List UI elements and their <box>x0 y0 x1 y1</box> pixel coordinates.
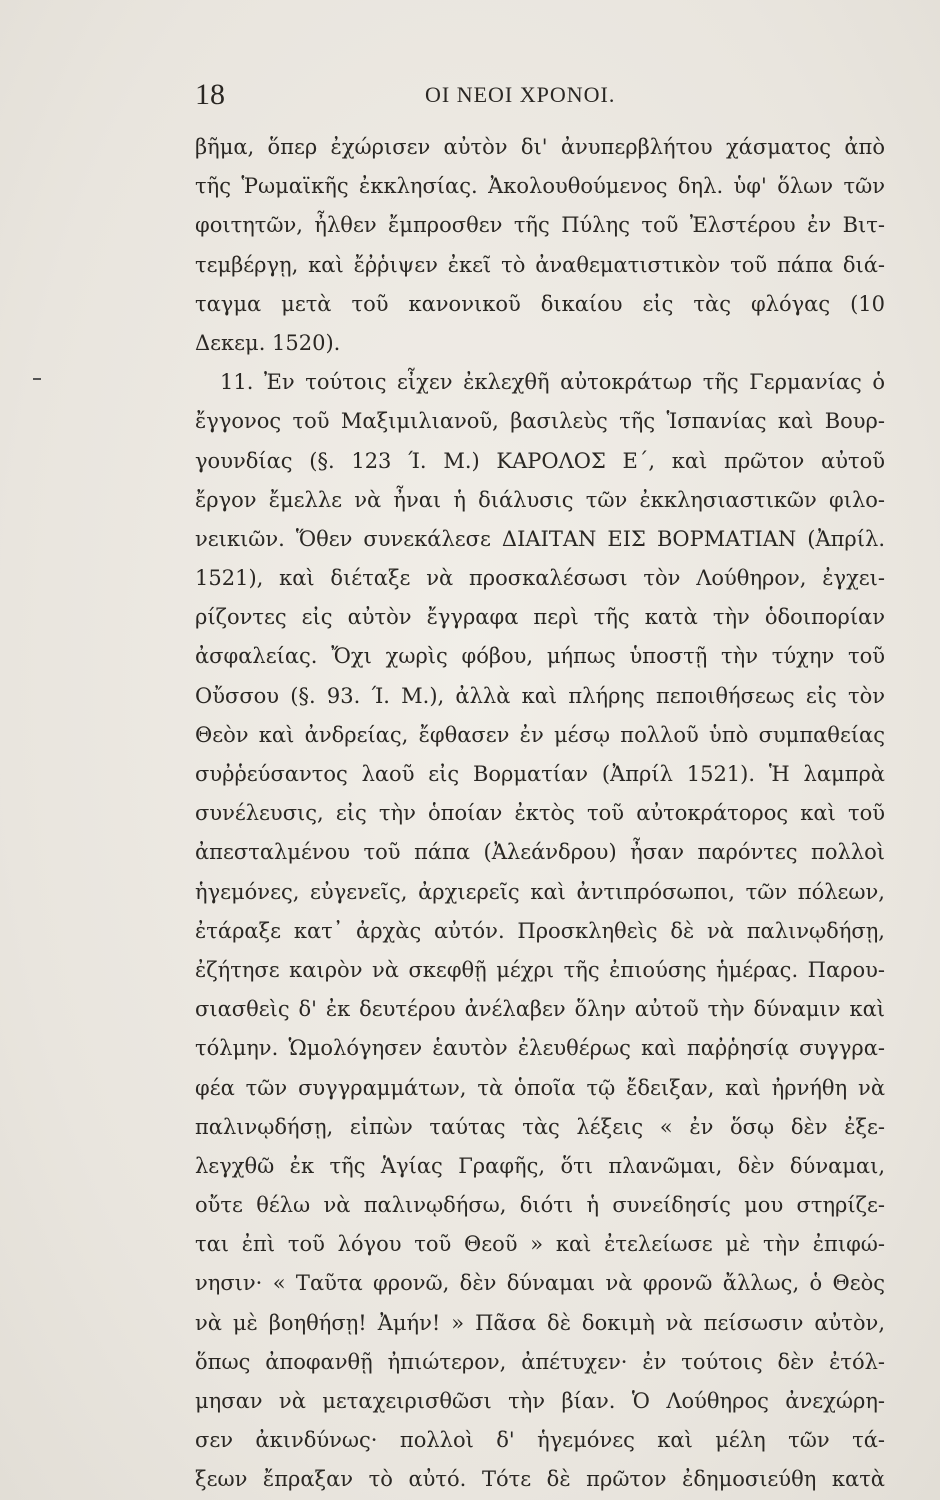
text-line: νησιν· « Ταῦτα φρονῶ, δὲν δύναμαι νὰ φρονῶ ἄλλως, ὁ Θεὸς <box>195 1271 885 1296</box>
text-line: συνέλευσις, εἰς τὴν ὁποίαν ἐκτὸς τοῦ αὐτοκράτορος καὶ τοῦ <box>195 801 885 826</box>
page-header <box>195 78 895 118</box>
text-line: φέα τῶν συγγραμμάτων, τὰ ὁποῖα τῷ ἔδειξαν, καὶ ἠρνήθη νὰ <box>195 1075 885 1100</box>
text-line: Θεὸν καὶ ἀνδρείας, ἔφθασεν ἐν μέσῳ πολλοῦ ὑπὸ συμπαθείας <box>195 722 885 747</box>
text-line: νὰ μὲ βοηθήσῃ! Ἀμήν! » Πᾶσα δὲ δοκιμὴ νὰ πείσωσιν αὐτὸν, <box>195 1310 885 1335</box>
text-line: οὔτε θέλω νὰ παλινῳδήσω, διότι ἡ συνείδησίς μου στηρίζε- <box>195 1193 885 1218</box>
running-title: ΟΙ ΝΕΟΙ ΧΡΟΝΟΙ. <box>425 82 616 107</box>
text-line: λεγχθῶ ἐκ τῆς Ἁγίας Γραφῆς, ὅτι πλανῶμαι, δὲν δύναμαι, <box>195 1153 885 1178</box>
text-line: ἡγεμόνες, εὐγενεῖς, ἀρχιερεῖς καὶ ἀντιπρόσωποι, τῶν πόλεων, <box>195 879 885 904</box>
text-line: ἐτάραξε κατ᾽ ἀρχὰς αὐτόν. Προσκληθεὶς δὲ νὰ παλινῳδήσῃ, <box>195 918 885 943</box>
text-line: ἔγγονος τοῦ Μαξιμιλιανοῦ, βασιλεὺς τῆς Ἱσπανίας καὶ Βουρ- <box>195 409 885 434</box>
text-line: ἀπεσταλμένου τοῦ πάπα (Ἀλεάνδρου) ἦσαν παρόντες πολλοὶ <box>195 840 885 865</box>
text-line: 1521), καὶ διέταξε νὰ προσκαλέσωσι τὸν Λούθηρον, ἐγχει- <box>195 566 885 591</box>
text-line: μησαν νὰ μεταχειρισθῶσι τὴν βίαν. Ὁ Λούθηρος ἀνεχώρη- <box>195 1389 885 1413</box>
body-text <box>195 128 885 1500</box>
text-line: ἐζήτησε καιρὸν νὰ σκεφθῇ μέχρι τῆς ἐπιούσης ἡμέρας. Παρου- <box>195 957 885 982</box>
text-line: ρίζοντες εἰς αὐτὸν ἔγγραφα περὶ τῆς κατὰ τὴν ὁδοιπορίαν <box>195 605 885 630</box>
text-line: Δεκεμ. 1520). <box>195 330 341 355</box>
text-line: ται ἐπὶ τοῦ λόγου τοῦ Θεοῦ » καὶ ἐτελείωσε μὲ τὴν ἐπιφώ- <box>195 1232 885 1257</box>
text-line: τεμβέργῃ, καὶ ἔῤῥιψεν ἐκεῖ τὸ ἀναθεματιστικὸν τοῦ πάπα διά- <box>195 252 885 277</box>
text-line: σεν ἀκινδύνως· πολλοὶ δ' ἡγεμόνες καὶ μέλη τῶν τά- <box>195 1428 885 1453</box>
section-start-line: 11. Ἐν τούτοις εἶχεν ἐκλεχθῆ αὐτοκράτωρ τῆς Γερμανίας ὁ <box>220 370 885 395</box>
text-line: συῤῥεύσαντος λαοῦ εἰς Βορματίαν (Ἀπρίλ 1521). Ἡ λαμπρὰ <box>195 762 885 786</box>
text-line: Οὔσσου (§. 93. Ί. Μ.), ἀλλὰ καὶ πλήρης πεποιθήσεως εἰς τὸν <box>195 683 885 708</box>
text-line: ἔργον ἔμελλε νὰ ἦναι ἡ διάλυσις τῶν ἐκκλησιαστικῶν φιλο- <box>195 487 885 512</box>
text-line: τῆς Ῥωμαϊκῆς ἐκκλησίας. Ἀκολουθούμενος δηλ. ὑφ' ὅλων τῶν <box>195 174 885 199</box>
text-line: παλινῳδήσῃ, εἰπὼν ταύτας τὰς λέξεις « ἐν ὅσῳ δὲν ἐξε- <box>195 1114 885 1139</box>
text-line: βῆμα, ὅπερ ἐχώρισεν αὐτὸν δι' ἀνυπερβλήτου χάσματος ἀπὸ <box>195 135 885 159</box>
text-line: ὅπως ἀποφανθῇ ἠπιώτερον, ἀπέτυχεν· ἐν τούτοις δὲν ἐτόλ- <box>195 1349 885 1374</box>
text-line: ἀσφαλείας. Ὄχι χωρὶς φόβου, μήπως ὑποστῇ τὴν τύχην τοῦ <box>195 644 885 669</box>
text-line: τόλμην. Ὡμολόγησεν ἑαυτὸν ἐλευθέρως καὶ παῤῥησίᾳ συγγρα- <box>195 1036 885 1061</box>
text-line: φοιτητῶν, ἦλθεν ἔμπροσθεν τῆς Πύλης τοῦ Ἐλστέρου ἐν Βιτ- <box>195 213 885 238</box>
page-number: 18 <box>195 78 225 111</box>
text-line: ξεων ἔπραξαν τὸ αὐτό. Τότε δὲ πρῶτον ἐδημοσιεύθη κατὰ <box>195 1467 885 1492</box>
text-line: νεικιῶν. Ὅθεν συνεκάλεσε ΔΙΑΙΤΑΝ ΕΙΣ ΒΟΡΜΑΤΙΑΝ (Ἀπρίλ. <box>195 526 885 551</box>
text-line: γουνδίας (§. 123 Ί. Μ.) ΚΑΡΟΛΟΣ Ε΄, καὶ πρῶτον αὐτοῦ <box>195 448 885 473</box>
text-line: σιασθεὶς δ' ἐκ δευτέρου ἀνέλαβεν ὅλην αὐτοῦ τὴν δύναμιν καὶ <box>195 997 885 1022</box>
text-line: ταγμα μετὰ τοῦ κανονικοῦ δικαίου εἰς τὰς φλόγας (10 <box>195 291 885 316</box>
margin-mark <box>33 378 41 380</box>
